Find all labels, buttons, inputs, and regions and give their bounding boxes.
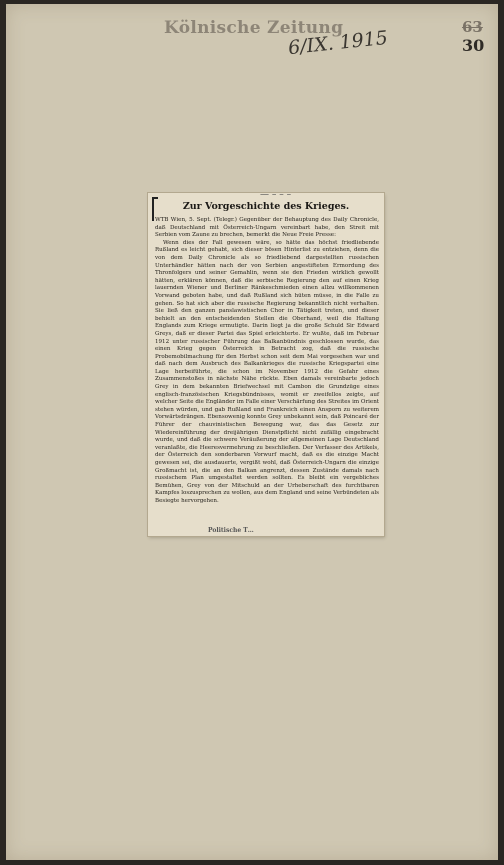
- newspaper-masthead: Kölnische Zeitung: [164, 18, 344, 38]
- page-number: 30: [462, 36, 485, 55]
- article-paragraph: WTB Wien, 5. Sept. (Telegr.) Gegenüber der Behauptung des Daily Chronicle, daß Deutschland mit Österreich-Ungarn vereinbart habe, den Streit mit Serbien vom Zaune zu brechen, bemerkt die Neue Freie Presse:: [155, 217, 379, 239]
- newspaper-clipping: [148, 193, 384, 536]
- clipping-foot-fragment: Politische T…: [208, 527, 254, 534]
- article-body: [155, 217, 379, 506]
- clipping-top-fragment: — – – –: [260, 193, 292, 200]
- archive-sheet: [6, 4, 498, 860]
- article-paragraph: Wenn dies der Fall gewesen wäre, so hätte das höchst friedliebende Rußland es leicht gehabt, sich dieser bösen Hinterlist zu entziehen, denn die von dem Daily Chronicle als so friedliebend dargestellten russischen Unterhändler hätten nach der von Serbien angestifteten Ermordung des Thronfolgers und seiner Gemahlin, wenn sie den Frieden wirklich gewollt hätten, erklären können, daß die serbische Regierung den auf einen Krieg lauernden Wiener und Berliner Ränkeschmieden einen allzu willkommenen Vorwand geboten habe, und daß Rußland sich hüten müsse, in die Falle zu gehen. So hat sich aber die russische Regierung bekanntlich nicht verhalten. Sie ließ den ganzen panslawistischen Chor in Tätigkeit treten, und dieser behielt an den entscheidenden Stellen die Oberhand, weil die Haltung Englands zum Kriege ermutigte. Darin liegt ja die große Schuld Sir Edward Greys, daß er dieser Partei das Spiel erleichterte. Er wußte, daß im Februar 1912 unter russischer Führung das Balkanbündnis geschlossen wurde, das einen Krieg gegen Österreich in Betracht zog, daß die russische Probemobilmachung für den Herbst schon seit dem Mai vorgesehen war und daß nach dem Ausbruch des Balkankrieges die russische Kriegspartei eine Lage herbeiführte, die schon im November 1912 die Gefahr eines Zusammenstoßes in nächste Nähe rückte. Eben damals vereinbarte jedoch Grey in dem bekannten Briefwechsel mit Cambon die Grundzüge eines englisch-französischen Kriegsbündnisses, womit er zweifellos zeigte, auf welcher Seite die Engländer im Falle einer Verschärfung des Streites im Orient stehen würden, und gab Rußland und Frankreich einen Ansporn zu weiterem Vorwärtsdrängen. Ebensowenig konnte Grey unbekannt sein, daß Poincaré der Führer der chauvinistischen Bewegung war, das das Gesetz zur Wiedereinführung der dreijährigen Dienstpflicht nicht zufällig eingebracht wurde, und daß die schwere Veräußerung der allgemeinen Lage Deutschland veranlaßte, die Heeresvermehrung zu beschließen. Der Verfasser des Artikels, der Österreich den sonderbaren Vorwurf macht, daß es die einzige Macht gewesen sei, die ausdauerte, vergißt wohl, daß Österreich-Ungarn die einzige Großmacht ist, die an den Balkan angrenzt, dessen Zustände damals nach russischem Plan umgestaltet werden sollten. Es bleibt ein vergebliches Bemühen, Grey von der Mitschuld an der Urheberschaft des furchtbaren Kampfes loszusprechen zu wollen, aus dem England und seine Verbündeten als Besiegte hervorgehen.: [155, 239, 379, 504]
- struck-page-number: 63: [462, 18, 483, 36]
- article-title: Zur Vorgeschichte des Krieges.: [182, 201, 350, 212]
- handwritten-date: 6/IX. 1915: [287, 26, 389, 60]
